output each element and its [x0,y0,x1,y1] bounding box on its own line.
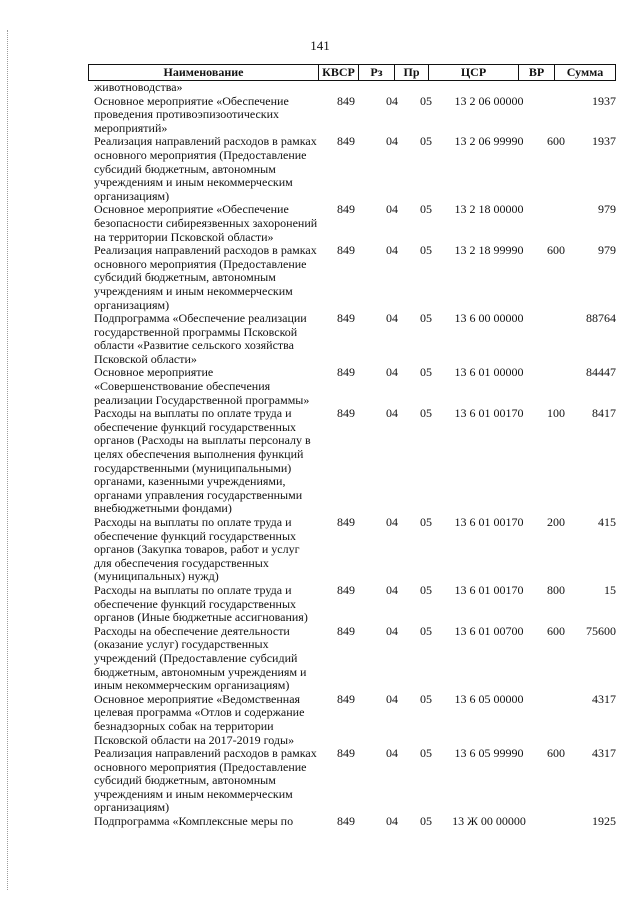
row-vr: 800 [547,582,565,597]
row-sum: 84447 [586,365,616,380]
row-vr: 200 [547,515,565,529]
row-name: Расходы на обеспечение деятельности (оказание услуг) государственных учреждений (Предоставление субсидий бюджетным, автономным учреждениям и иным некоммерческим организациям) [94,623,307,693]
row-csr [442,81,536,95]
row-rz: 04 [386,746,398,761]
row-pr: 05 [420,311,432,326]
row-rz: 04 [386,93,398,108]
row-sum [576,81,616,95]
row-sum: 1937 [592,134,616,149]
table-row [88,81,616,95]
row-rz: 04 [386,623,398,638]
row-sum: 88764 [586,311,616,326]
scan-edge-mark [7,30,9,890]
row-vr: 600 [547,746,565,761]
row-sum: 1925 [592,814,616,829]
table-row [88,312,616,366]
row-rz: 04 [386,202,398,217]
row-kvsr: 849 [337,243,355,258]
row-vr: 600 [547,623,565,638]
row-vr [536,693,576,747]
row-name: Основное мероприятие «Ведомственная целевая программа «Отлов и содержание безнадзорных собак на территории Псковской области на 2017-2019 годы» [94,691,305,747]
table-row [88,516,616,584]
table-row [88,95,616,136]
row-kvsr: 849 [337,814,355,829]
table-row [88,747,616,815]
row-rz: 04 [386,582,398,597]
header-vr: ВР [519,65,555,80]
row-rz [374,81,410,95]
row-pr: 05 [420,202,432,217]
table-header [88,64,616,81]
page-number: 141 [310,38,330,53]
row-vr [536,95,576,136]
header-csr: ЦСР [429,65,519,80]
row-csr: 13 2 18 99990 [454,243,524,258]
table-row [88,625,616,693]
row-sum: 75600 [586,623,616,638]
row-name: Расходы на выплаты по оплате труда и обеспечение функций государственных органов (Иные бюджетные ассигнования) [94,582,308,625]
row-csr: 13 6 05 00000 [454,691,524,706]
row-vr: 100 [547,406,565,421]
row-sum: 979 [598,202,616,217]
table-row [88,815,616,829]
row-vr: 600 [547,134,565,149]
row-csr: 13 6 01 00700 [454,623,524,638]
row-kvsr: 849 [337,582,355,597]
row-pr: 05 [420,814,432,829]
row-pr: 05 [420,623,432,638]
row-csr: 13 Ж 00 00000 [452,814,526,829]
row-csr: 13 6 01 00170 [454,406,524,421]
row-name: Подпрограмма «Комплексные меры по [94,814,294,829]
row-pr: 05 [420,746,432,761]
row-name: Расходы на выплаты по оплате труда и обеспечение функций государственных органов (Расходы на выплаты персоналу в целях обеспечения выполнения функций государственными (муниципальными) органами, казенными учреждениями, органами управления государственными внебюджетными фондами) [94,406,311,516]
row-kvsr: 849 [337,515,355,529]
row-pr: 05 [420,243,432,258]
row-kvsr: 849 [337,93,355,108]
row-kvsr: 849 [337,746,355,761]
row-sum: 4317 [592,746,616,761]
row-vr [536,366,576,407]
table-row [88,584,616,625]
row-pr: 05 [420,134,432,149]
row-name: Основное мероприятие «Обеспечение безопасности сибиреязвенных захоронений на территории Псковской области» [94,202,318,244]
row-vr: 600 [547,243,565,258]
row-rz: 04 [386,406,398,421]
row-csr: 13 6 01 00000 [454,365,524,380]
row-csr: 13 2 06 00000 [454,93,524,108]
header-name: Наименование [89,65,319,80]
table-row [88,693,616,747]
row-pr: 05 [420,582,432,597]
row-pr: 05 [420,406,432,421]
row-pr [410,81,442,95]
row-kvsr: 849 [337,623,355,638]
row-sum: 4317 [592,691,616,706]
header-sum: Сумма [566,65,604,79]
header-rz: Рз [359,65,395,80]
row-kvsr [318,81,374,95]
row-sum: 415 [598,515,616,529]
row-pr: 05 [420,515,432,529]
row-rz: 04 [386,311,398,326]
table-row [88,244,616,312]
row-csr: 13 6 05 99990 [454,746,524,761]
header-pr: Пр [395,65,429,80]
row-csr: 13 6 00 00000 [454,311,524,326]
table-body [88,81,616,829]
row-sum: 1937 [592,93,616,108]
table-row [88,407,616,516]
row-csr: 13 6 01 00170 [454,582,524,597]
row-sum: 8417 [592,406,616,421]
table-row [88,203,616,244]
row-pr: 05 [420,691,432,706]
row-rz: 04 [386,243,398,258]
row-kvsr: 849 [337,365,355,380]
row-name: животноводства» [94,80,183,94]
row-rz: 04 [386,134,398,149]
row-rz: 04 [386,515,398,529]
table-row [88,366,616,407]
row-csr: 13 2 18 00000 [454,202,524,217]
row-name: Реализация направлений расходов в рамках основного мероприятия (Предоставление субсидий бюджетным, автономным учреждениям и иным некоммерческим организациям) [94,134,317,203]
row-kvsr: 849 [337,691,355,706]
header-kvsr: КВСР [319,65,359,80]
row-vr [536,312,576,366]
row-pr: 05 [420,93,432,108]
row-csr: 13 2 06 99990 [454,134,524,149]
row-name: Реализация направлений расходов в рамках основного мероприятия (Предоставление субсидий бюджетным, автономным учреждениям и иным некоммерческим организациям) [94,243,317,312]
row-name: Основное мероприятие «Обеспечение проведения противоэпизоотических мероприятий» [94,93,289,135]
row-name: Расходы на выплаты по оплате труда и обеспечение функций государственных органов (Закупка товаров, работ и услуг для обеспечения государственных (муниципальных) нужд) [94,515,300,584]
table-row [88,135,616,203]
row-name: Реализация направлений расходов в рамках основного мероприятия (Предоставление субсидий бюджетным, автономным учреждениям и иным некоммерческим организациям) [94,746,317,815]
row-csr: 13 6 01 00170 [454,515,524,529]
row-name: Основное мероприятие «Совершенствование обеспечения реализации Государственной программы» [94,365,310,407]
row-kvsr: 849 [337,134,355,149]
row-vr [536,203,576,244]
row-kvsr: 849 [337,406,355,421]
row-kvsr: 849 [337,202,355,217]
row-sum: 15 [604,582,616,597]
row-vr [536,815,576,829]
row-vr [536,81,576,95]
row-name: Подпрограмма «Обеспечение реализации государственной программы Псковской области «Развитие сельского хозяйства Псковской области» [94,311,307,366]
row-rz: 04 [386,365,398,380]
row-rz: 04 [386,814,398,829]
row-pr: 05 [420,365,432,380]
row-rz: 04 [386,691,398,706]
row-sum: 979 [598,243,616,258]
row-kvsr: 849 [337,311,355,326]
